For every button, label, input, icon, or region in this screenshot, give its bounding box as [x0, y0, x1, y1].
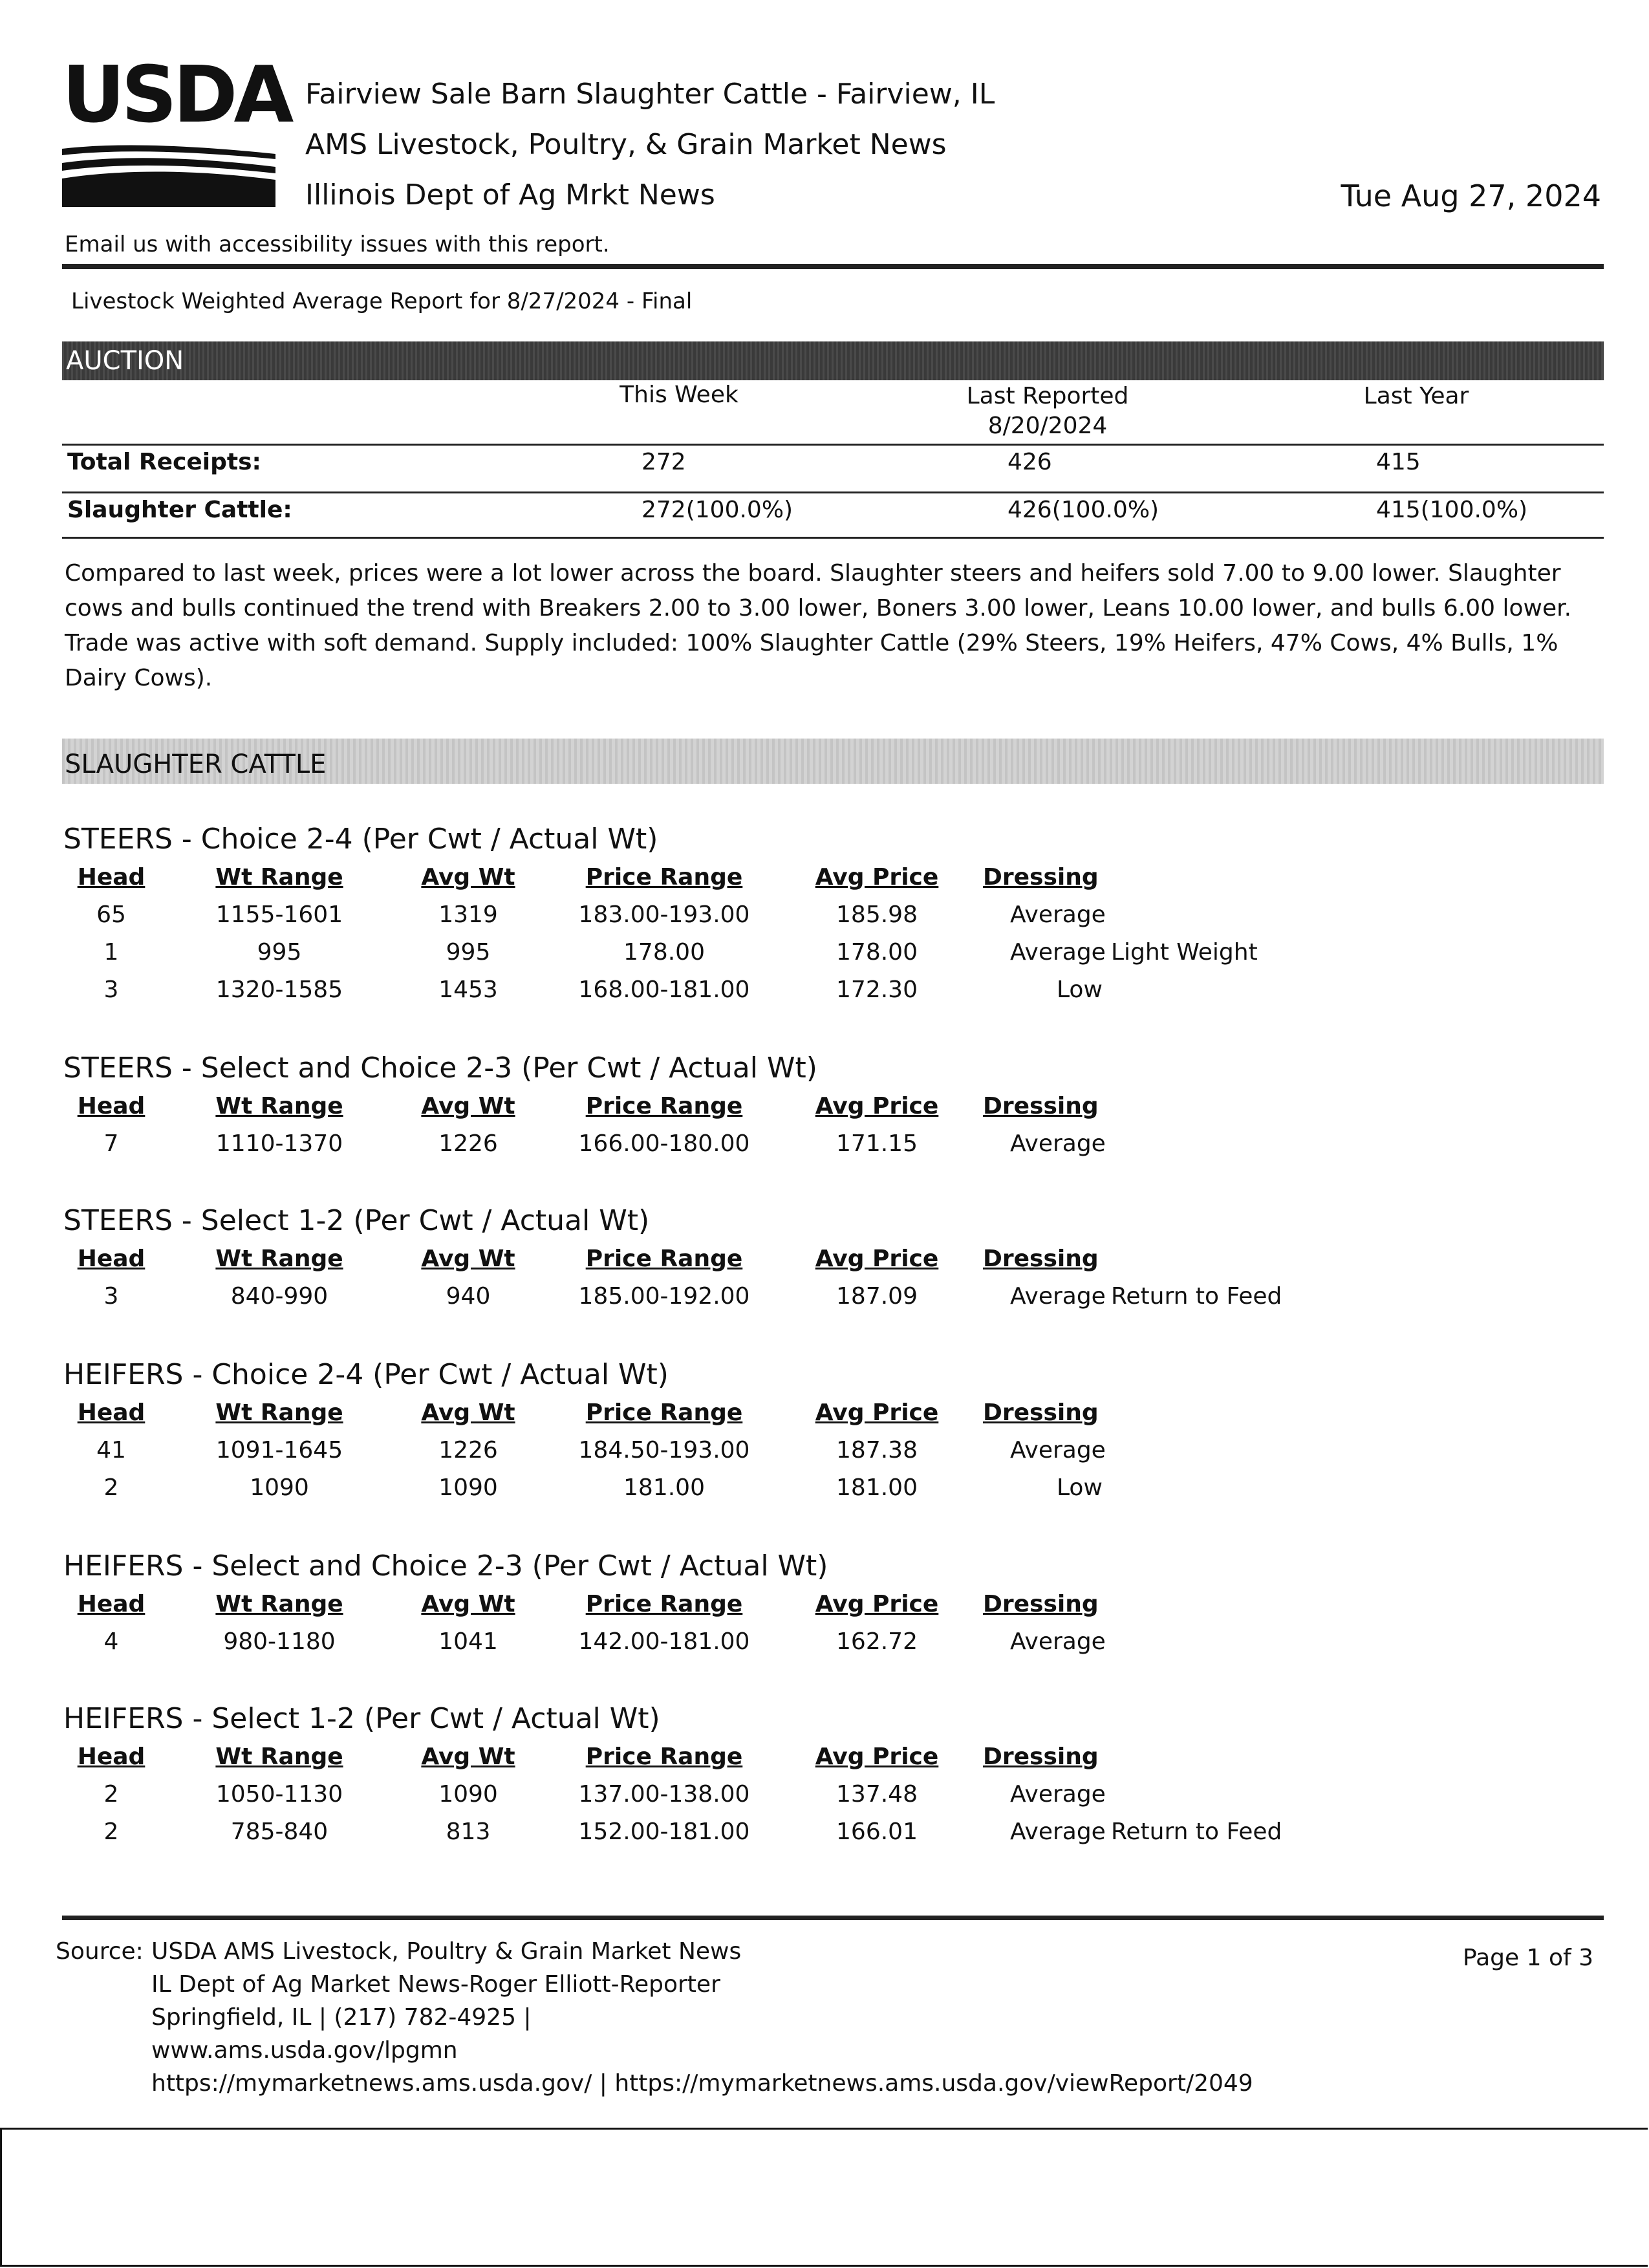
cell-dressing: Average	[1010, 939, 1106, 966]
column-header: Wt Range	[215, 1744, 343, 1770]
cell-dressing: Average	[1010, 1781, 1106, 1808]
logo-field-stripes-icon	[62, 142, 275, 207]
cell-avg-wt: 1090	[438, 1781, 498, 1808]
usda-logo	[62, 50, 290, 212]
cell-dressing: Low	[1057, 977, 1103, 1003]
column-header: Avg Wt	[421, 1399, 515, 1426]
total-receipts-last-year: 415	[1376, 449, 1421, 475]
office-line: Illinois Dept of Ag Mrkt News	[305, 178, 715, 211]
column-header: Avg Wt	[421, 1591, 515, 1617]
column-header: Dressing	[983, 1744, 1099, 1770]
cell-avg-wt: 995	[446, 939, 491, 966]
cell-head: 7	[103, 1130, 119, 1157]
cell-avg-price: 187.09	[836, 1283, 918, 1310]
cell-wt-range: 1155-1601	[215, 902, 343, 928]
cell-dressing: Average	[1010, 1819, 1106, 1845]
section-title: STEERS - Select and Choice 2-3 (Per Cwt / Actual Wt)	[63, 1052, 817, 1085]
section-title: HEIFERS - Choice 2-4 (Per Cwt / Actual Wt)	[63, 1358, 669, 1391]
cell-avg-price: 166.01	[836, 1819, 918, 1845]
cell-head: 3	[103, 977, 119, 1003]
source-line: USDA AMS Livestock, Poultry & Grain Market News	[151, 1938, 742, 1965]
cell-head: 2	[103, 1474, 119, 1501]
column-header: Head	[77, 1591, 146, 1617]
column-header: Avg Price	[815, 1591, 939, 1617]
column-header: Avg Wt	[421, 1093, 515, 1119]
cell-wt-range: 1320-1585	[215, 977, 343, 1003]
cell-dressing: Average	[1010, 1437, 1106, 1463]
column-header: Wt Range	[215, 1399, 343, 1426]
cell-avg-wt: 813	[446, 1819, 491, 1845]
cell-dressing: Low	[1057, 1474, 1103, 1501]
footer-divider	[62, 1916, 1604, 1920]
column-header: Head	[77, 1399, 146, 1426]
cell-wt-range: 980-1180	[223, 1628, 336, 1655]
auction-rule	[62, 491, 1604, 493]
reporter-line: IL Dept of Ag Market News-Roger Elliott-Reporter	[151, 1971, 720, 1998]
cell-price-range: 181.00	[623, 1474, 705, 1501]
cell-dressing: Average	[1010, 1628, 1106, 1655]
col-last-year: Last Year	[1363, 383, 1469, 409]
auction-rule	[62, 537, 1604, 539]
cell-price-range: 168.00-181.00	[578, 977, 750, 1003]
source-label: Source:	[56, 1938, 144, 1965]
slaughter-cattle-band: SLAUGHTER CATTLE	[62, 739, 1604, 784]
column-header: Dressing	[983, 864, 1099, 891]
cell-avg-wt: 1090	[438, 1474, 498, 1501]
column-header: Head	[77, 1246, 146, 1272]
cell-price-range: 152.00-181.00	[578, 1819, 750, 1845]
cell-avg-price: 172.30	[836, 977, 918, 1003]
cell-dressing: Average	[1010, 1130, 1106, 1157]
col-last-reported-date: 8/20/2024	[987, 413, 1108, 439]
cell-avg-price: 137.48	[836, 1781, 918, 1808]
section-title: STEERS - Select 1-2 (Per Cwt / Actual Wt)	[63, 1204, 650, 1237]
section-title: HEIFERS - Select 1-2 (Per Cwt / Actual Wt)	[63, 1702, 660, 1735]
section-title: STEERS - Choice 2-4 (Per Cwt / Actual Wt)	[63, 823, 658, 856]
column-header: Avg Price	[815, 1093, 939, 1119]
slaughter-cattle-label: Slaughter Cattle:	[67, 497, 292, 523]
cell-avg-price: 178.00	[836, 939, 918, 966]
cell-avg-price: 185.98	[836, 902, 918, 928]
cell-avg-price: 187.38	[836, 1437, 918, 1463]
column-header: Price Range	[585, 1591, 743, 1617]
header-divider	[62, 264, 1604, 269]
cell-head: 2	[103, 1819, 119, 1845]
slaughter-cattle-last-year: 415(100.0%)	[1376, 497, 1528, 523]
cell-price-range: 178.00	[623, 939, 705, 966]
column-header: Wt Range	[215, 864, 343, 891]
total-receipts-this-week: 272	[641, 449, 686, 475]
column-header: Avg Price	[815, 1246, 939, 1272]
cell-wt-range: 1050-1130	[215, 1781, 343, 1808]
page-number: Page 1 of 3	[1463, 1945, 1593, 1971]
column-header: Wt Range	[215, 1591, 343, 1617]
report-heading: Fairview Sale Barn Slaughter Cattle - Fairview, IL	[305, 78, 995, 111]
cell-wt-range: 1090	[250, 1474, 309, 1501]
column-header: Avg Price	[815, 1399, 939, 1426]
cell-head: 41	[96, 1437, 126, 1463]
logo-wordmark: USDA	[62, 50, 290, 140]
market-narrative: Compared to last week, prices were a lot lower across the board. Slaughter steers and heifers sold 7.00 to 9.00 lower. Slaughter cows and bulls continued the trend with Breakers 2.00 to 3.00 lower, Boners 3.00 lower, Leans 10.00 lower, and bulls 6.00 lower. Trade was active with soft demand. Supply included: 100% Slaughter Cattle (29% Steers, 19% Heifers, 47% Cows, 4% Bulls, 1% Dairy Cows).	[65, 560, 1572, 691]
cell-wt-range: 840-990	[230, 1283, 329, 1310]
auction-rule	[62, 444, 1604, 446]
website-link[interactable]: www.ams.usda.gov/lpgmn	[151, 2037, 458, 2064]
column-header: Price Range	[585, 1399, 743, 1426]
cell-wt-range: 995	[257, 939, 302, 966]
section-title: HEIFERS - Select and Choice 2-3 (Per Cwt / Actual Wt)	[63, 1550, 828, 1582]
cell-avg-wt: 1226	[438, 1130, 498, 1157]
column-header: Dressing	[983, 1093, 1099, 1119]
column-header: Head	[77, 864, 146, 891]
column-header: Head	[77, 1093, 146, 1119]
column-header: Wt Range	[215, 1093, 343, 1119]
column-header: Price Range	[585, 1093, 743, 1119]
column-header: Dressing	[983, 1246, 1099, 1272]
slaughter-cattle-this-week: 272(100.0%)	[641, 497, 793, 523]
column-header: Avg Price	[815, 1744, 939, 1770]
scan-bottom-border	[0, 2128, 1648, 2267]
col-last-reported: Last Reported	[966, 383, 1129, 409]
cell-dressing: Average	[1010, 902, 1106, 928]
column-header: Avg Wt	[421, 1744, 515, 1770]
cell-avg-price: 181.00	[836, 1474, 918, 1501]
report-date: Tue Aug 27, 2024	[1341, 178, 1601, 213]
column-header: Avg Wt	[421, 864, 515, 891]
cell-head: 2	[103, 1781, 119, 1808]
cell-head: 1	[103, 939, 119, 966]
slaughter-cattle-last-reported: 426(100.0%)	[1008, 497, 1159, 523]
column-header: Avg Price	[815, 864, 939, 891]
cell-avg-wt: 940	[446, 1283, 491, 1310]
cell-avg-wt: 1453	[438, 977, 498, 1003]
contact-line: Springfield, IL | (217) 782-4925 |	[151, 2004, 532, 2031]
cell-head: 3	[103, 1283, 119, 1310]
cell-note: Light Weight	[1111, 939, 1258, 966]
cell-avg-price: 162.72	[836, 1628, 918, 1655]
cell-price-range: 185.00-192.00	[578, 1283, 750, 1310]
total-receipts-label: Total Receipts:	[67, 449, 261, 475]
cell-price-range: 183.00-193.00	[578, 902, 750, 928]
cell-avg-wt: 1226	[438, 1437, 498, 1463]
cell-note: Return to Feed	[1111, 1283, 1282, 1310]
column-header: Avg Wt	[421, 1246, 515, 1272]
report-title: Livestock Weighted Average Report for 8/27/2024 - Final	[71, 288, 693, 314]
cell-wt-range: 1110-1370	[215, 1130, 343, 1157]
mymarketnews-links[interactable]: https://mymarketnews.ams.usda.gov/ | https://mymarketnews.ams.usda.gov/viewReport/2049	[151, 2070, 1253, 2097]
cell-price-range: 142.00-181.00	[578, 1628, 750, 1655]
cell-head: 65	[96, 902, 126, 928]
col-this-week: This Week	[620, 382, 738, 408]
cell-wt-range: 785-840	[230, 1819, 329, 1845]
column-header: Price Range	[585, 1744, 743, 1770]
cell-head: 4	[103, 1628, 119, 1655]
total-receipts-last-reported: 426	[1008, 449, 1052, 475]
cell-avg-wt: 1319	[438, 902, 498, 928]
accessibility-email-link[interactable]: Email us with accessibility issues with this report.	[65, 232, 610, 257]
agency-line: AMS Livestock, Poultry, & Grain Market News	[305, 128, 947, 161]
column-header: Wt Range	[215, 1246, 343, 1272]
cell-wt-range: 1091-1645	[215, 1437, 343, 1463]
auction-band: AUCTION	[62, 341, 1604, 380]
column-header: Dressing	[983, 1399, 1099, 1426]
column-header: Dressing	[983, 1591, 1099, 1617]
column-header: Head	[77, 1744, 146, 1770]
cell-dressing: Average	[1010, 1283, 1106, 1310]
cell-price-range: 184.50-193.00	[578, 1437, 750, 1463]
column-header: Price Range	[585, 1246, 743, 1272]
column-header: Price Range	[585, 864, 743, 891]
cell-price-range: 137.00-138.00	[578, 1781, 750, 1808]
cell-price-range: 166.00-180.00	[578, 1130, 750, 1157]
cell-note: Return to Feed	[1111, 1819, 1282, 1845]
cell-avg-wt: 1041	[438, 1628, 498, 1655]
cell-avg-price: 171.15	[836, 1130, 918, 1157]
